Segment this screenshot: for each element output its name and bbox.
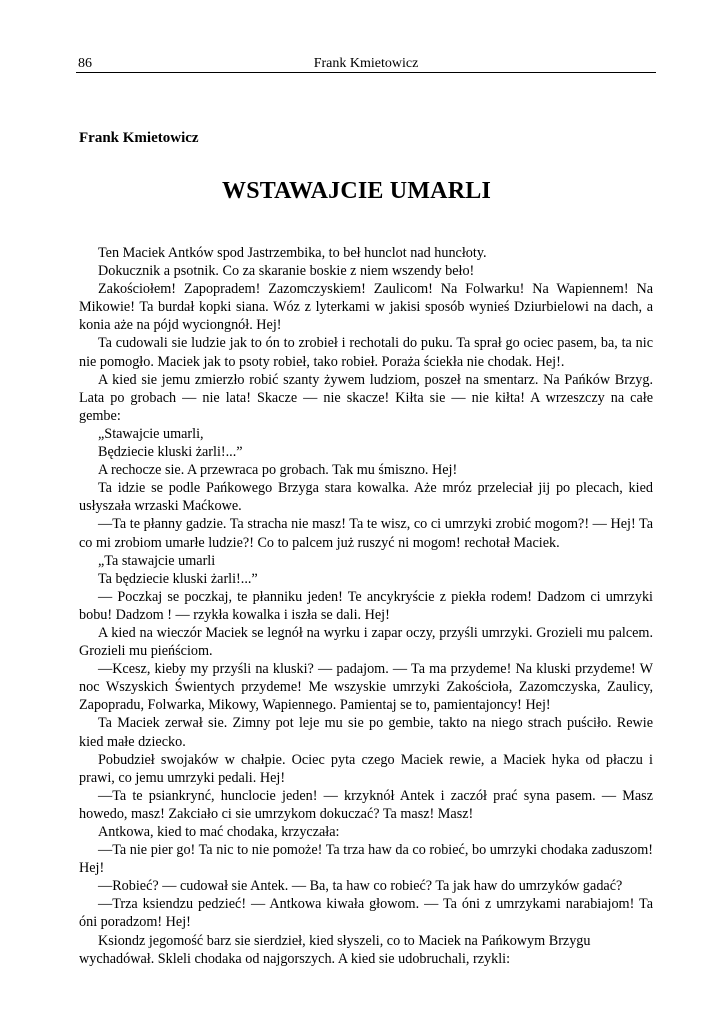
story-title: WSTAWAJCIE UMARLI (222, 178, 491, 204)
story-body (79, 244, 653, 968)
paragraph: Ta Maciek zerwał sie. Zimny pot leje mu sie po gembie, takto na niego strach puściło. Rewie kied małe dziecko. (79, 715, 653, 750)
verse-line: „Stawajcie umarli, (98, 425, 204, 442)
paragraph: —Ta te płanny gadzie. Ta stracha nie masz! Ta te wisz, co ci umrzyki zrobić mogom?! — Hej! Ta co mi zrobiom umarłe ludzie?! Co to palcem już ruszyć ni mogom! rechotał Maciek. (79, 516, 653, 551)
running-title: Frank Kmietowicz (313, 56, 419, 71)
running-header (76, 55, 656, 73)
paragraph: Ta cudowali sie ludzie jak to ón to zrobieł i rechotali do puku. Ta sprał go ociec pasem, ba, ta nic nie pomogło. Maciek jak to psoty robieł, tako robieł. Poraża ściekła nie chodak. Hej!. (79, 335, 653, 370)
paragraph: —Ta te psiankrynć, hunclocie jeden! — krzyknół Antek i zaczół prać syna pasem. — Masz howedo, masz! Zakciało ci sie umrzykom dokuczać? Ta masz! Masz! (79, 787, 653, 822)
paragraph: Ta idzie se podle Pańkowego Brzyga stara kowalka. Aże mróz przeleciał jij po plecach, kied usłyszała wrzaski Maćkowe. (79, 480, 653, 515)
author-name: Frank Kmietowicz (79, 130, 199, 146)
page-number: 86 (78, 56, 92, 71)
paragraph: — Poczkaj se poczkaj, te płanniku jeden! Te ancykryście z piekła rodem! Dadzom ci umrzyki bobu! Dadzom ! — rzykła kowalka i iszła se dali. Hej! (79, 588, 653, 623)
verse-line: Będziecie kluski żarli!...” (98, 444, 243, 461)
paragraph: A kied sie jemu zmierzło robić szanty żywem ludziom, poszeł na smentarz. Na Pańków Brzyg. Lata po grobach — nie lata! Skacze — nie skacze! Kiłta sie — nie kiłta! A wrzeszczy na całe gembe: (79, 371, 653, 424)
paragraph: Ksiondz jegomość barz sie sierdzieł, kied słyszeli, co to Maciek na Pańkowym Brzygu wychadówał. Skleli chodaka od najgorszych. A kied sie udobruchali, rzykli: (79, 932, 591, 967)
paragraph: —Trza ksiendzu pedzieć! — Antkowa kiwała głowom. — Ta óni z umrzykami narabiajom! Ta óni poradzom! Hej! (79, 896, 653, 931)
paragraph: —Robieć? — cudował sie Antek. — Ba, ta haw co robieć? Ta jak haw do umrzyków gadać? (98, 878, 623, 895)
verse-line: „Ta stawajcie umarli (98, 552, 216, 569)
paragraph: A kied na wieczór Maciek se legnół na wyrku i zapar oczy, przyśli umrzyki. Grozieli mu palcem. Grozieli mu pieńściom. (79, 624, 653, 660)
paragraph: —Kcesz, kieby my przyśli na kluski? — padajom. — Ta ma przydeme! Na kluski przydeme! W noc Wszyskich Świentych przydeme! Me wszyskie umrzyki Zakościoła, Zazomczyska, Zaulicy, Zapopradu, Folwarka, Mikowy, Wapiennego. Pamientaj se to, pamientajoncy! Hej! (79, 661, 653, 714)
paragraph: —Ta nie pier go! Ta nic to nie pomoże! Ta trza haw da co robieć, bo umrzyki chodaka zaduszom! Hej! (79, 842, 653, 877)
paragraph: Antkowa, kied to mać chodaka, krzyczała: (98, 824, 340, 840)
paragraph: Ten Maciek Antków spod Jastrzembika, to beł hunclot nad huncłoty. (98, 245, 487, 261)
paragraph: Pobudzieł swojaków w chałpie. Ociec pyta czego Maciek rewie, a Maciek hyka od płaczu i prawi, co jemu umrzyki pedali. Hej! (79, 751, 653, 786)
paragraph: Zakościołem! Zapopradem! Zazomczyskiem! Zaulicom! Na Folwarku! Na Wapiennem! Na Mikowie! Ta burdał kopki siana. Wóz z lyterkami w jakisi sposób wynieś Dziurbielowi na dach, a konia aże na pójd wyciongnół. Hej! (79, 281, 653, 334)
paragraph: A rechocze sie. A przewraca po grobach. Tak mu śmiszno. Hej! (98, 462, 458, 479)
paragraph: Dokucznik a psotnik. Co za skaranie boskie z niem wszendy beło! (98, 263, 475, 280)
verse-line: Ta będziecie kluski żarli!...” (98, 570, 258, 587)
